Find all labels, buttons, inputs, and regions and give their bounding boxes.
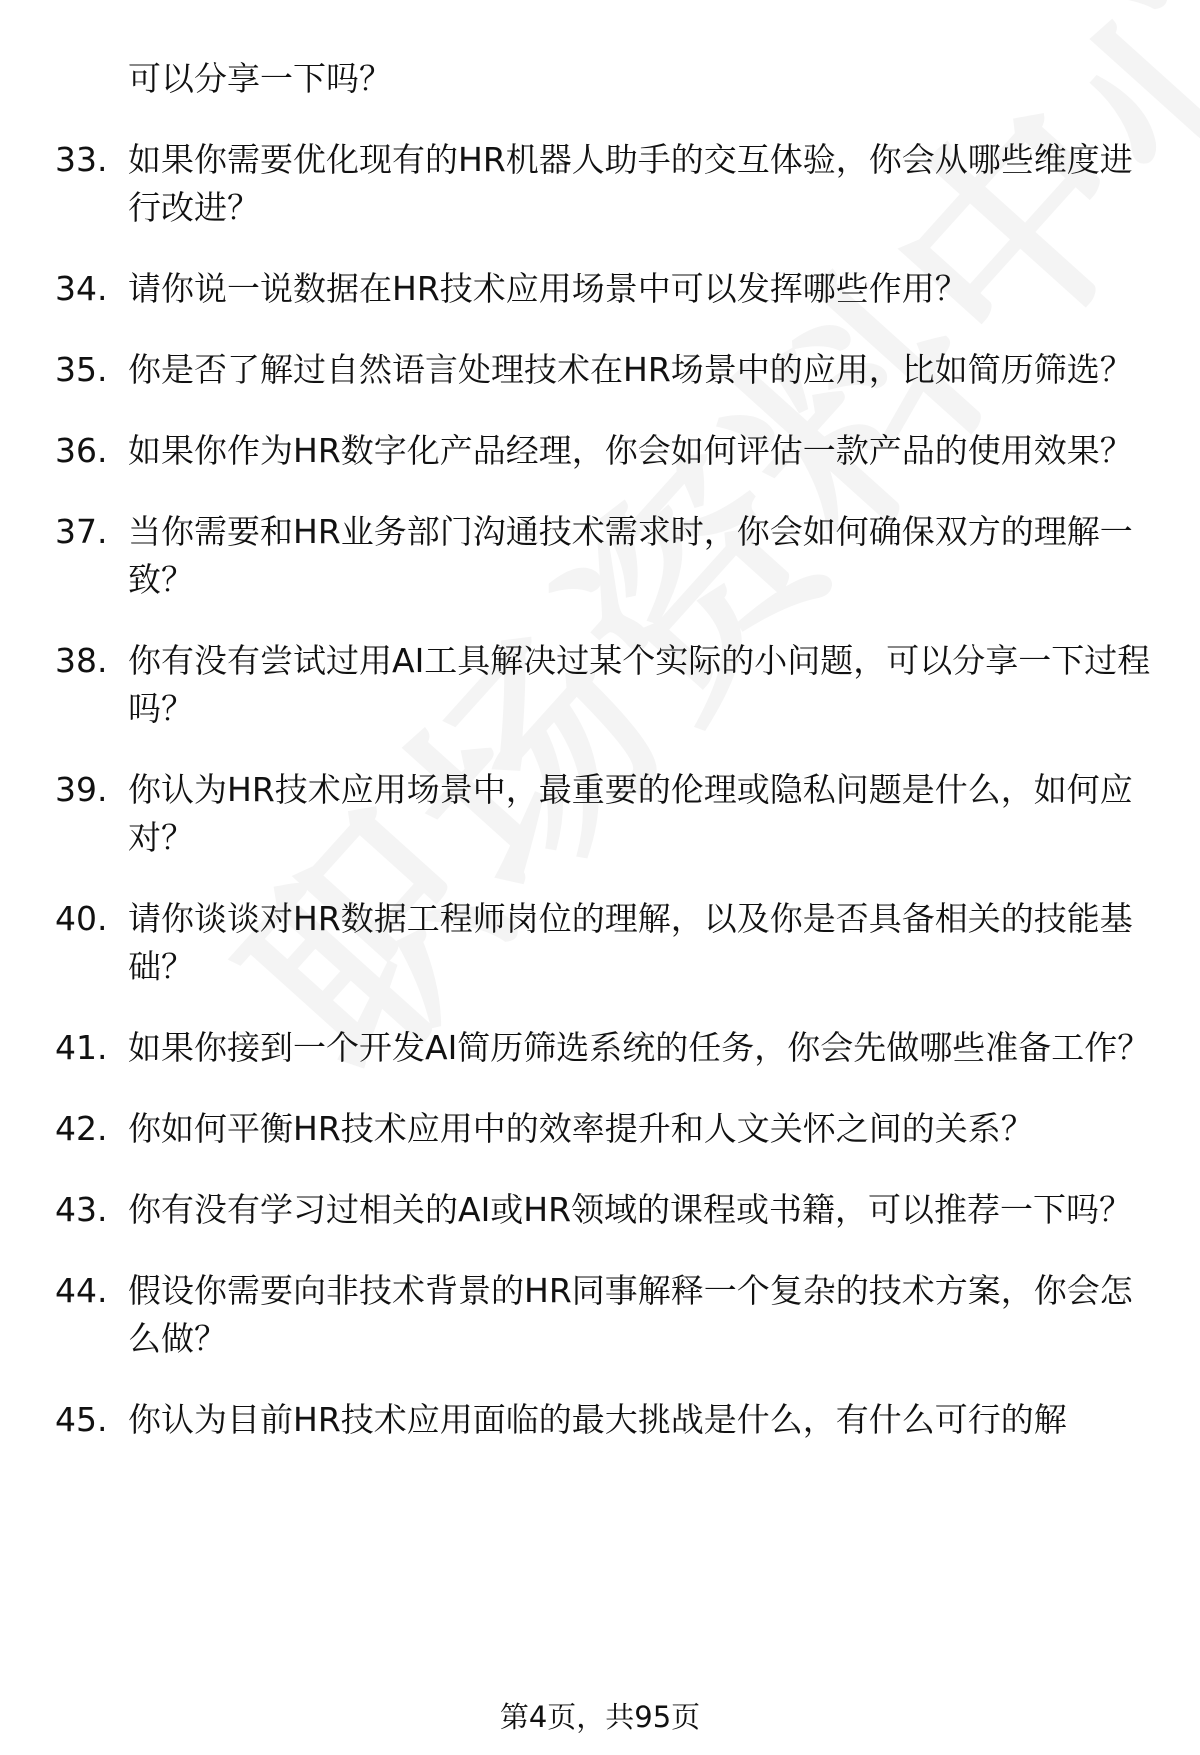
question-number: 35. — [55, 350, 108, 389]
question-item — [55, 1105, 1155, 1153]
question-text: 当你需要和HR业务部门沟通技术需求时，你会如何确保双方的理解一致？ — [128, 512, 1133, 599]
question-item — [55, 1267, 1155, 1363]
question-item — [55, 1396, 1155, 1444]
page-footer: 第4页，共95页 — [499, 1700, 701, 1734]
question-text: 你认为HR技术应用场景中，最重要的伦理或隐私问题是什么，如何应对？ — [128, 770, 1133, 857]
question-text: 请你说一说数据在HR技术应用场景中可以发挥哪些作用？ — [128, 269, 968, 308]
question-text: 如果你作为HR数字化产品经理，你会如何评估一款产品的使用效果？ — [128, 431, 1133, 470]
question-text: 你如何平衡HR技术应用中的效率提升和人文关怀之间的关系？ — [128, 1109, 1034, 1148]
question-number: 36. — [55, 431, 108, 470]
question-number: 43. — [55, 1190, 108, 1229]
question-item — [55, 1186, 1155, 1234]
question-text: 你有没有尝试过用AI工具解决过某个实际的小问题，可以分享一下过程吗？ — [128, 641, 1151, 728]
question-number: 44. — [55, 1271, 108, 1310]
question-item — [55, 766, 1155, 862]
question-item — [55, 1024, 1155, 1072]
question-item — [55, 346, 1155, 394]
question-item — [55, 427, 1155, 475]
question-number: 39. — [55, 770, 108, 809]
question-number: 42. — [55, 1109, 108, 1148]
question-text: 如果你接到一个开发AI简历筛选系统的任务，你会先做哪些准备工作？ — [128, 1028, 1151, 1067]
question-text: 你有没有学习过相关的AI或HR领域的课程或书籍，可以推荐一下吗？ — [128, 1190, 1133, 1229]
question-item — [55, 895, 1155, 991]
continuation-text: 可以分享一下吗？ — [128, 59, 392, 98]
question-item — [55, 265, 1155, 313]
question-text: 你认为目前HR技术应用面临的最大挑战是什么，有什么可行的解 — [128, 1400, 1067, 1439]
question-item — [55, 508, 1155, 604]
question-number: 40. — [55, 899, 108, 938]
question-number: 37. — [55, 512, 108, 551]
question-item — [55, 637, 1155, 733]
question-number: 41. — [55, 1028, 108, 1067]
question-text: 如果你需要优化现有的HR机器人助手的交互体验，你会从哪些维度进行改进？ — [128, 140, 1133, 227]
question-text: 请你谈谈对HR数据工程师岗位的理解，以及你是否具备相关的技能基础？ — [128, 899, 1133, 986]
question-text: 你是否了解过自然语言处理技术在HR场景中的应用，比如简历筛选？ — [128, 350, 1133, 389]
question-number: 45. — [55, 1400, 108, 1439]
question-list — [55, 55, 1155, 1477]
question-number: 33. — [55, 140, 108, 179]
question-item — [55, 136, 1155, 232]
question-number: 38. — [55, 641, 108, 680]
question-text: 假设你需要向非技术背景的HR同事解释一个复杂的技术方案，你会怎么做？ — [128, 1271, 1133, 1358]
question-number: 34. — [55, 269, 108, 308]
